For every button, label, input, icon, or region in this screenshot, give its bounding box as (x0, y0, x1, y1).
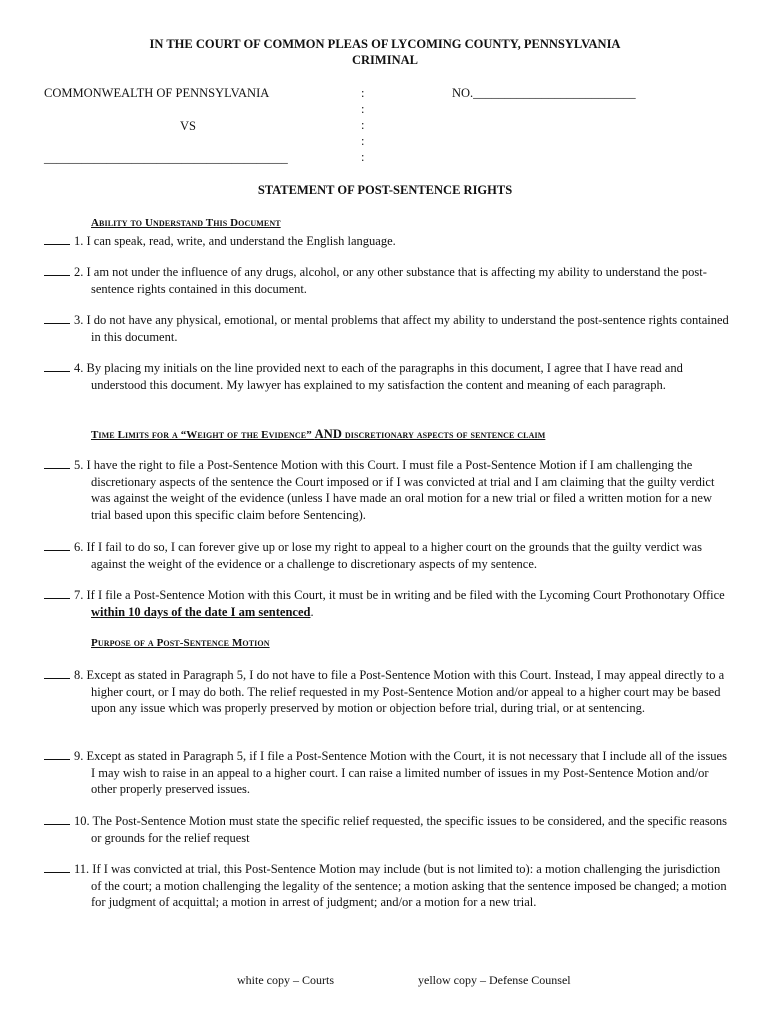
caption-colon: : (361, 150, 365, 164)
initials-blank[interactable] (44, 814, 70, 825)
paragraph-text: 11. If I was convicted at trial, this Post-Sentence Motion may include (but is not limited to): a motion challenging the jurisdiction of the court; a motion challenging the legality of the sentence; a motion asking that the sentence imposed be changed; a motion for judgment of acquittal; a motion in arrest of judgment; and/or a motion for a new trial. (74, 862, 727, 909)
initials-blank[interactable] (44, 265, 70, 276)
section-heading-text: discretionary aspects of sentence claim (342, 429, 546, 441)
caption-colon: : (361, 118, 365, 132)
initials-blank[interactable] (44, 588, 70, 599)
plaintiff-name: COMMONWEALTH OF PENNSYLVANIA (44, 86, 270, 100)
initials-blank[interactable] (44, 313, 70, 324)
paragraph-text: 4. By placing my initials on the line provided next to each of the paragraphs in this document, I agree that I have read and understood this document. My lawyer has explained to my satisfaction the content and meaning of each paragraph. (74, 361, 683, 392)
footer-yellow-copy: yellow copy – Defense Counsel (418, 973, 571, 987)
paragraph-text: 1. I can speak, read, write, and understand the English language. (74, 234, 396, 248)
section-heading-text: Purpose of a Post-Sentence Motion (91, 637, 270, 649)
paragraph-8 (44, 667, 730, 717)
paragraph-text: 10. The Post-Sentence Motion must state the specific relief requested, the specific issues to be considered, and the specific reasons or grounds for the relief request (74, 814, 728, 845)
document-title: STATEMENT OF POST-SENTENCE RIGHTS (257, 183, 513, 197)
deadline-emphasis: within 10 days of the date I am sentenced (91, 604, 311, 619)
versus-label: VS (180, 119, 196, 133)
caption-colon: : (361, 134, 365, 148)
caption-colon: : (361, 102, 365, 116)
initials-blank[interactable] (44, 862, 70, 873)
paragraph-9 (44, 748, 730, 798)
defendant-line: _______________________________________ (44, 151, 288, 165)
paragraph-4 (44, 360, 730, 393)
court-heading: IN THE COURT OF COMMON PLEAS OF LYCOMING COUNTY, PENNSYLVANIA (149, 37, 621, 51)
paragraph-10 (44, 813, 730, 846)
initials-blank[interactable] (44, 361, 70, 372)
case-number-field: NO.__________________________ (452, 86, 636, 100)
paragraph-text: 7. If I file a Post-Sentence Motion with this Court, it must be in writing and be filed with the Lycoming Court Prothonotary Office (74, 588, 725, 602)
initials-blank[interactable] (44, 458, 70, 469)
paragraph-text: 6. If I fail to do so, I can forever give up or lose my right to appeal to a higher court on the grounds that the guilty verdict was against the weight of the evidence or a challenge to discretionary aspects of my sentence. (74, 540, 702, 571)
paragraph-7 (44, 587, 730, 620)
paragraph-5 (44, 457, 730, 523)
paragraph-text: . (310, 604, 314, 619)
section-heading-ability (91, 217, 281, 229)
paragraph-text: 9. Except as stated in Paragraph 5, if I file a Post-Sentence Motion with the Court, it is not necessary that I include all of the issues I may wish to raise in an appeal to a higher court. I can raise a limited number of issues in my Post-Sentence Motion and/or other properly preserved issues. (74, 749, 727, 796)
paragraph-text: 5. I have the right to file a Post-Sentence Motion with this Court. I must file a Post-Sentence Motion if I am challenging the discretionary aspects of the sentence the Court imposed or if I was convicted at trial and I am claiming that the guilty verdict was against the weight of the evidence (unless I have made an oral motion for a new trial or filed a written motion for a new trial based upon this specific claim before Sentencing). (74, 458, 715, 522)
paragraph-2 (44, 264, 730, 297)
caption-colon: : (361, 86, 365, 100)
initials-blank[interactable] (44, 234, 70, 245)
paragraph-3 (44, 312, 730, 345)
section-heading-purpose (91, 637, 270, 649)
initials-blank[interactable] (44, 749, 70, 760)
section-heading-and: AND (314, 427, 343, 441)
section-heading-text: Time Limits for a “Weight of the Evidence” (91, 429, 315, 441)
paragraph-text: 8. Except as stated in Paragraph 5, I do not have to file a Post-Sentence Motion with this Court. Instead, I may appeal directly to a higher court, or I may do both. The relief requested in my Post-Sentence Motion and/or appeal to a higher court may be based upon any issue which was properly preserved by motion or objection before trial, during trial, or at sentencing. (74, 668, 725, 715)
initials-blank[interactable] (44, 668, 70, 679)
initials-blank[interactable] (44, 540, 70, 551)
court-division: CRIMINAL (352, 53, 418, 67)
section-heading-time-limits (91, 427, 545, 442)
paragraph-1 (44, 233, 730, 250)
section-heading-text: Ability to Understand This Document (91, 217, 281, 229)
paragraph-6 (44, 539, 730, 572)
paragraph-11 (44, 861, 730, 911)
paragraph-text: 2. I am not under the influence of any drugs, alcohol, or any other substance that is affecting my ability to understand the post-sentence rights contained in this document. (74, 265, 707, 296)
paragraph-text: 3. I do not have any physical, emotional, or mental problems that affect my ability to understand the post-sentence rights contained in this document. (74, 313, 729, 344)
footer-white-copy: white copy – Courts (237, 973, 334, 987)
